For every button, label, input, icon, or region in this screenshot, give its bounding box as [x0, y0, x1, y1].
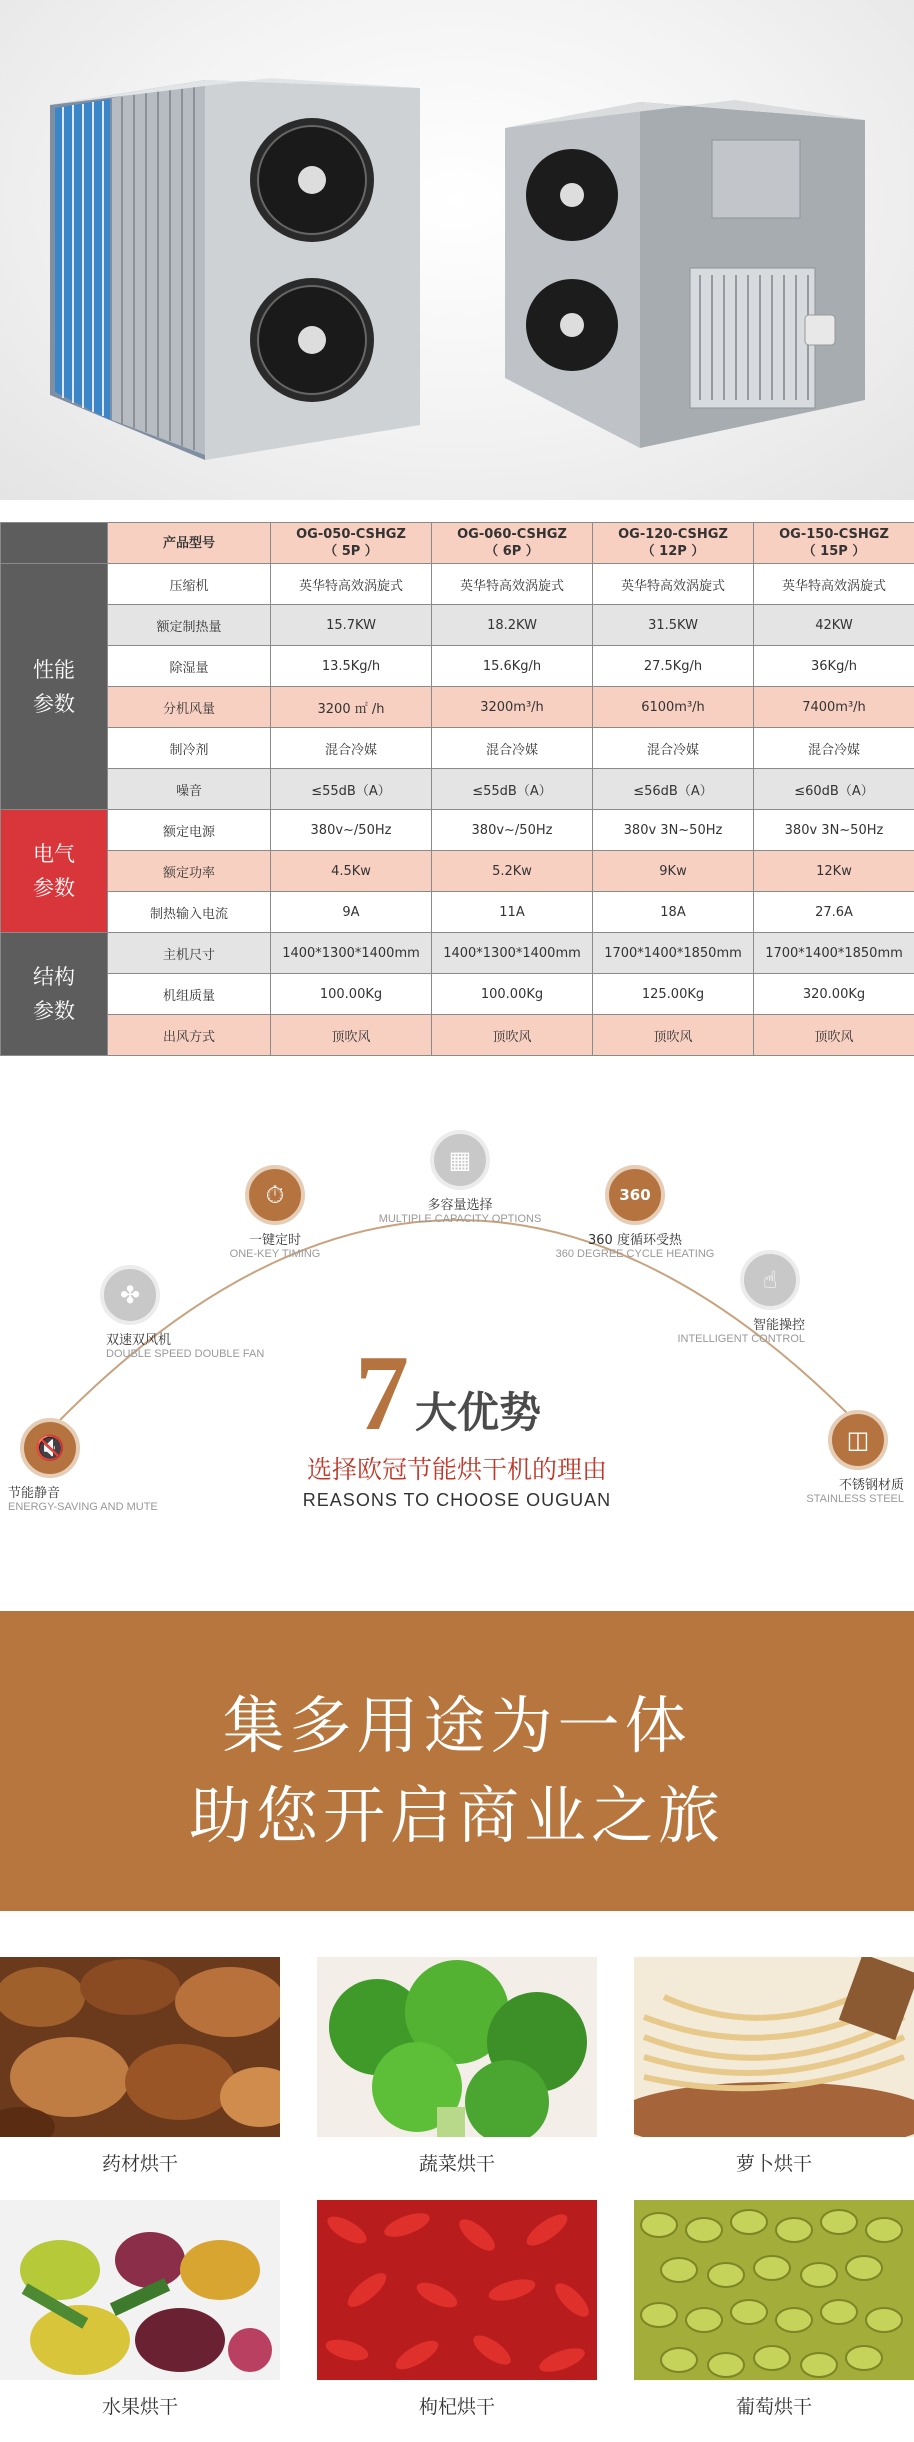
table-row — [1, 810, 914, 851]
table-cell: 4.5Kw — [271, 851, 432, 892]
use-label: 萝卜烘干 — [735, 2153, 812, 2175]
spec-table — [0, 522, 914, 1056]
feature-title: 一键定时 — [248, 1233, 301, 1248]
table-cell: 11A — [432, 892, 593, 933]
table-cell: ≤56dB（A） — [593, 769, 754, 810]
table-cell: 18A — [593, 892, 754, 933]
table-cell: 1700*1400*1850mm — [754, 933, 914, 974]
row-label: 分机风量 — [108, 687, 271, 728]
table-cell: 顶吹风 — [432, 1015, 593, 1056]
table-cell: 混合冷媒 — [432, 728, 593, 769]
advantages-subtitle-en: REASONS TO CHOOSE OUGUAN — [302, 1490, 612, 1510]
table-cell: 100.00Kg — [432, 974, 593, 1015]
banner-line-1: 集多用途为一体 — [222, 1689, 692, 1762]
table-cell: 100.00Kg — [271, 974, 432, 1015]
feature-subtitle: 360 DEGREE CYCLE HEATING — [555, 1248, 715, 1260]
use-label: 蔬菜烘干 — [418, 2153, 495, 2175]
feature-title: 360 度循环受热 — [588, 1233, 682, 1248]
feature-title: 双速双风机 — [106, 1333, 172, 1348]
table-row — [1, 974, 914, 1015]
model-header-cell: OG-120-CSHGZ （ 12P ） — [593, 523, 754, 564]
goji-berry-photo — [317, 2200, 597, 2380]
table-cell: ≤60dB（A） — [754, 769, 914, 810]
table-row — [1, 605, 914, 646]
brand-logo-badge — [805, 315, 835, 345]
table-cell: 顶吹风 — [754, 1015, 914, 1056]
category-performance: 性能 参数 — [1, 564, 108, 810]
feature-title: 不锈钢材质 — [838, 1478, 904, 1493]
table-cell: 380v 3N~50Hz — [593, 810, 754, 851]
use-tile-goji — [317, 2200, 597, 2419]
table-cell: 31.5KW — [593, 605, 754, 646]
table-cell: 7400m³/h — [754, 687, 914, 728]
advantages-subtitle-zh: 选择欧冠节能烘干机的理由 — [306, 1455, 607, 1484]
grid-icon: ▦ — [430, 1130, 490, 1190]
table-cell: 42KW — [754, 605, 914, 646]
heat-pump-units-illustration — [0, 0, 914, 500]
use-tile-vegetables — [317, 1957, 597, 2176]
use-tile-fruit — [0, 2200, 280, 2419]
table-cell: 混合冷媒 — [754, 728, 914, 769]
use-label: 葡萄烘干 — [735, 2396, 812, 2418]
feature-subtitle: DOUBLE SPEED DOUBLE FAN — [106, 1348, 265, 1360]
broccoli-photo — [317, 1957, 597, 2137]
feature-subtitle: INTELLIGENT CONTROL — [677, 1333, 805, 1345]
table-row — [1, 892, 914, 933]
row-label: 额定功率 — [108, 851, 271, 892]
row-label: 制热输入电流 — [108, 892, 271, 933]
category-electrical: 电气 参数 — [1, 810, 108, 933]
table-cell: 15.7KW — [271, 605, 432, 646]
row-label: 除湿量 — [108, 646, 271, 687]
feature-title: 节能静音 — [8, 1486, 61, 1501]
row-label: 额定制热量 — [108, 605, 271, 646]
use-label: 药材烘干 — [101, 2153, 178, 2175]
feature-subtitle: STAINLESS STEEL — [806, 1493, 904, 1505]
table-cell: 英华特高效涡旋式 — [754, 564, 914, 605]
model-header-cell: OG-050-CSHGZ （ 5P ） — [271, 523, 432, 564]
cycle-360-icon: 360 — [605, 1165, 665, 1225]
multipurpose-banner — [0, 1611, 914, 1911]
raisin-photo — [634, 2200, 914, 2380]
feature-subtitle: MULTIPLE CAPACITY OPTIONS — [378, 1213, 542, 1225]
use-tile-herbs — [0, 1957, 280, 2176]
table-row — [1, 564, 914, 605]
table-header-row — [1, 523, 914, 564]
table-cell: 380v 3N~50Hz — [754, 810, 914, 851]
feature-double-fan — [100, 1265, 280, 1360]
use-tile-grape — [634, 2200, 914, 2419]
use-tile-radish — [634, 1957, 914, 2176]
feature-title: 智能操控 — [752, 1318, 805, 1333]
table-cell: 英华特高效涡旋式 — [593, 564, 754, 605]
table-cell: 3200 ㎡ /h — [271, 687, 432, 728]
left-heat-pump-unit — [50, 78, 420, 460]
table-cell: 顶吹风 — [593, 1015, 754, 1056]
feature-one-key-timing — [215, 1165, 335, 1260]
table-cell: 27.5Kg/h — [593, 646, 754, 687]
right-heat-pump-unit — [505, 100, 865, 448]
category-structure: 结构 参数 — [1, 933, 108, 1056]
door-icon: ◫ — [828, 1410, 888, 1470]
model-header-cell: OG-060-CSHGZ （ 6P ） — [432, 523, 593, 564]
table-cell: 27.6A — [754, 892, 914, 933]
table-cell: 英华特高效涡旋式 — [271, 564, 432, 605]
table-cell: ≤55dB（A） — [271, 769, 432, 810]
row-label: 压缩机 — [108, 564, 271, 605]
table-cell: 380v~/50Hz — [432, 810, 593, 851]
table-cell: 混合冷媒 — [593, 728, 754, 769]
use-label: 水果烘干 — [101, 2396, 178, 2418]
row-label: 出风方式 — [108, 1015, 271, 1056]
table-cell: 380v~/50Hz — [271, 810, 432, 851]
table-row — [1, 1015, 914, 1056]
feature-multi-capacity — [365, 1130, 555, 1225]
table-row — [1, 687, 914, 728]
dried-herbs-photo — [0, 1957, 280, 2137]
table-cell: 125.00Kg — [593, 974, 754, 1015]
table-cell: 6100m³/h — [593, 687, 754, 728]
table-corner-cell — [1, 523, 108, 564]
feature-subtitle: ONE-KEY TIMING — [229, 1248, 321, 1260]
table-cell: 3200m³/h — [432, 687, 593, 728]
table-cell: 13.5Kg/h — [271, 646, 432, 687]
row-label: 噪音 — [108, 769, 271, 810]
row-label: 制冷剂 — [108, 728, 271, 769]
dried-fruit-photo — [0, 2200, 280, 2380]
feature-subtitle: ENERGY-SAVING AND MUTE — [8, 1501, 158, 1513]
use-label: 枸杞烘干 — [418, 2396, 495, 2418]
table-row — [1, 851, 914, 892]
table-cell: 5.2Kw — [432, 851, 593, 892]
table-row — [1, 646, 914, 687]
dried-radish-photo — [634, 1957, 914, 2137]
table-cell: 320.00Kg — [754, 974, 914, 1015]
table-cell: 1700*1400*1850mm — [593, 933, 754, 974]
timer-icon: ⏱ — [245, 1165, 305, 1225]
table-cell: 18.2KW — [432, 605, 593, 646]
advantages-section — [0, 1090, 914, 1550]
table-row — [1, 769, 914, 810]
table-cell: 混合冷媒 — [271, 728, 432, 769]
hero-product-photo — [0, 0, 914, 500]
advantages-title: 大优势 — [415, 1388, 542, 1437]
table-cell: 36Kg/h — [754, 646, 914, 687]
speaker-mute-icon: 🔇 — [20, 1418, 80, 1478]
feature-title: 多容量选择 — [427, 1198, 493, 1213]
touch-icon: ☝ — [740, 1250, 800, 1310]
table-row — [1, 933, 914, 974]
fan-icon: ✤ — [100, 1265, 160, 1325]
row-label: 机组质量 — [108, 974, 271, 1015]
table-cell: 1400*1300*1400mm — [432, 933, 593, 974]
model-header-cell: OG-150-CSHGZ （ 15P ） — [754, 523, 914, 564]
table-cell: 英华特高效涡旋式 — [432, 564, 593, 605]
row-label: 额定电源 — [108, 810, 271, 851]
row-label: 主机尺寸 — [108, 933, 271, 974]
table-cell: 12Kw — [754, 851, 914, 892]
table-cell: ≤55dB（A） — [432, 769, 593, 810]
table-cell: 9A — [271, 892, 432, 933]
feature-360-heating — [545, 1165, 725, 1260]
table-row — [1, 728, 914, 769]
table-cell: 15.6Kg/h — [432, 646, 593, 687]
feature-intelligent-control — [665, 1250, 815, 1345]
table-cell: 顶吹风 — [271, 1015, 432, 1056]
header-label-cell: 产品型号 — [108, 523, 271, 564]
banner-line-2: 助您开启商业之旅 — [188, 1779, 725, 1852]
table-cell: 1400*1300*1400mm — [271, 933, 432, 974]
advantage-count: 7 — [355, 1334, 409, 1453]
table-cell: 9Kw — [593, 851, 754, 892]
